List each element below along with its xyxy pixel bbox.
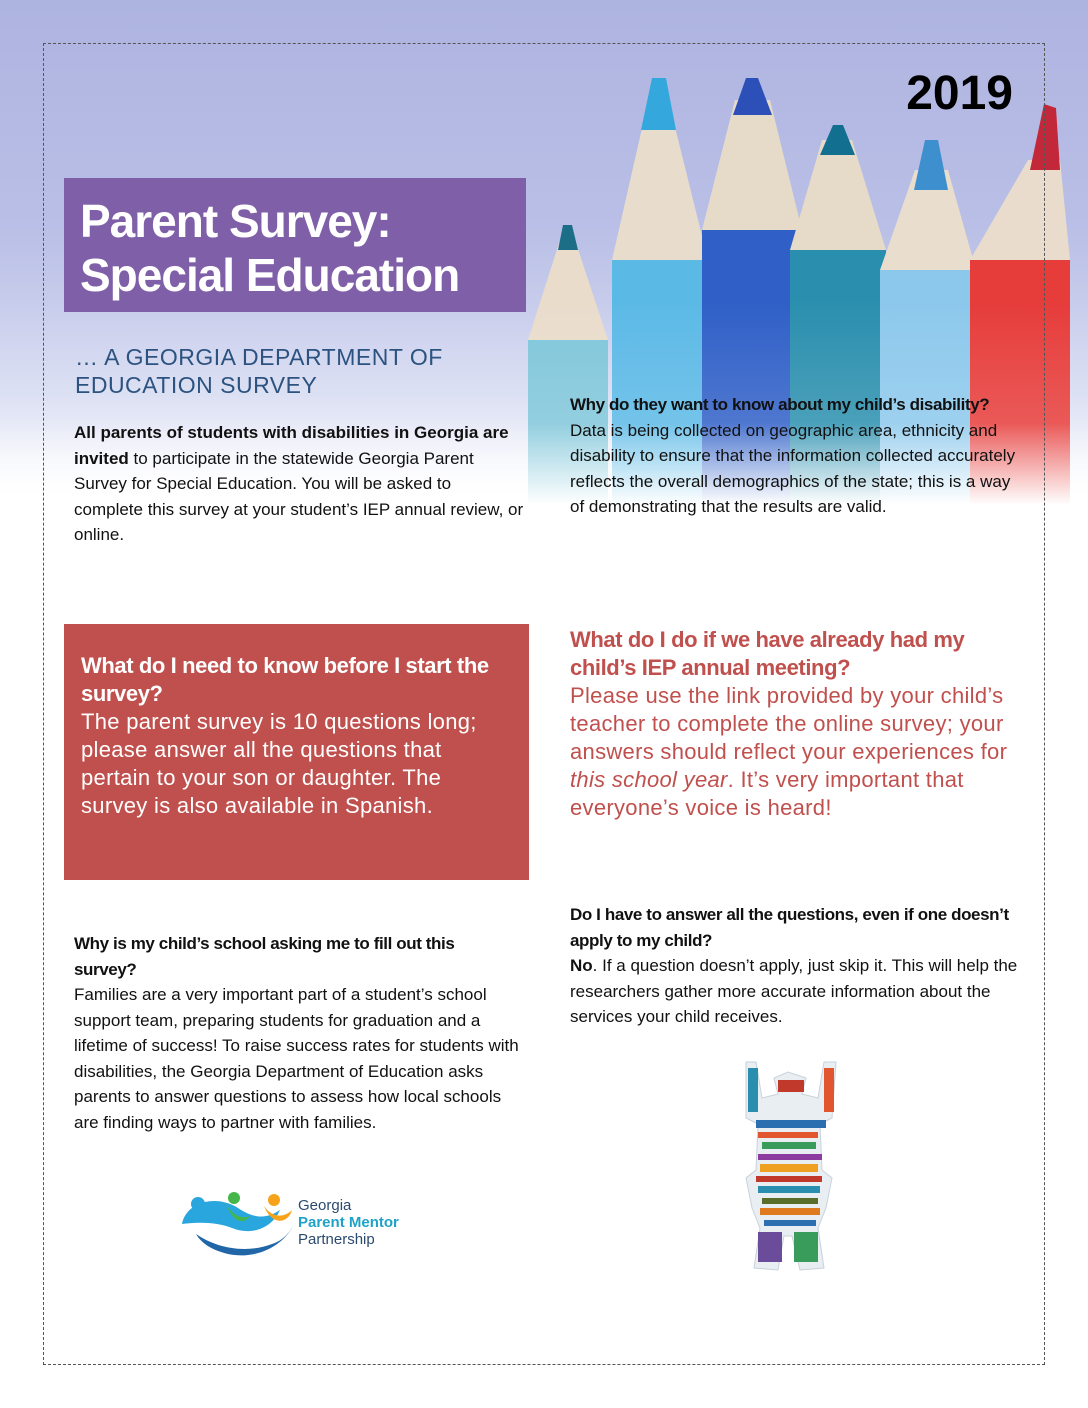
why-school-section [74, 931, 519, 1135]
already-had-answer-em: this school year [570, 767, 728, 792]
answer-all-section [570, 902, 1020, 1030]
already-had-answer-post: . It’s very important that everyone’s voice is heard! [570, 767, 964, 820]
intro-paragraph [74, 420, 524, 548]
already-had-answer [570, 682, 1020, 822]
already-had-section [570, 626, 1020, 822]
already-had-question: What do I do if we have already had my child’s IEP annual meeting? [570, 627, 965, 680]
intro-text: to participate in the statewide Georgia Parent Survey for Special Education. You will be asked to complete this survey at your student’s IEP annual review, or online. [74, 448, 524, 544]
graduate-word-cloud-figure [728, 1058, 852, 1274]
before-start-question: What do I need to know before I start the survey? [81, 653, 489, 706]
answer-all-text: . If a question doesn’t apply, just skip it. This will help the researchers gather more accurate information about the services your child receives. [570, 956, 1018, 1026]
intro-bold: All parents of students with disabilities in Georgia are invited [74, 423, 509, 468]
answer-all-question: Do I have to answer all the questions, even if one doesn’t apply to my child? [570, 905, 1009, 950]
logo-line3: Partnership [298, 1231, 375, 1248]
already-had-answer-pre: Please use the link provided by your child’s teacher to complete the online survey; your answers should reflect your experiences for [570, 683, 1008, 764]
why-school-question: Why is my child’s school asking me to fill out this survey? [74, 934, 455, 979]
year-label: 2019 [906, 67, 1013, 120]
disability-section [570, 392, 1020, 520]
logo-text [298, 1197, 399, 1248]
logo-line1: Georgia [298, 1197, 352, 1214]
disability-answer: Data is being collected on geographic area, ethnicity and disability to ensure that the information collected accurately reflects the overall demographics of the state; this is a way of demonstrating that the results are valid. [570, 420, 1016, 516]
disability-question: Why do they want to know about my child’s disability? [570, 395, 990, 414]
answer-all-answer [570, 953, 1020, 1030]
page-title-line2: Special Education [80, 249, 460, 301]
logo-line2: Parent Mentor [298, 1214, 399, 1231]
answer-all-no: No [570, 956, 593, 975]
title-banner [64, 178, 526, 312]
subtitle: … A GEORGIA DEPARTMENT OF EDUCATION SURVEY [75, 344, 443, 398]
page-title-line1: Parent Survey: [80, 195, 391, 247]
before-start-answer: The parent survey is 10 questions long; please answer all the questions that pertain to your son or daughter. The survey is also available in Spanish. [81, 709, 477, 818]
before-start-box [64, 624, 529, 880]
why-school-answer: Families are a very important part of a student’s school support team, preparing students for graduation and a lifetime of success! To raise success rates for students with disabilities, the Georgia Department of Education asks parents to answer questions to assess how local schools are finding ways to partner with families. [74, 985, 519, 1132]
